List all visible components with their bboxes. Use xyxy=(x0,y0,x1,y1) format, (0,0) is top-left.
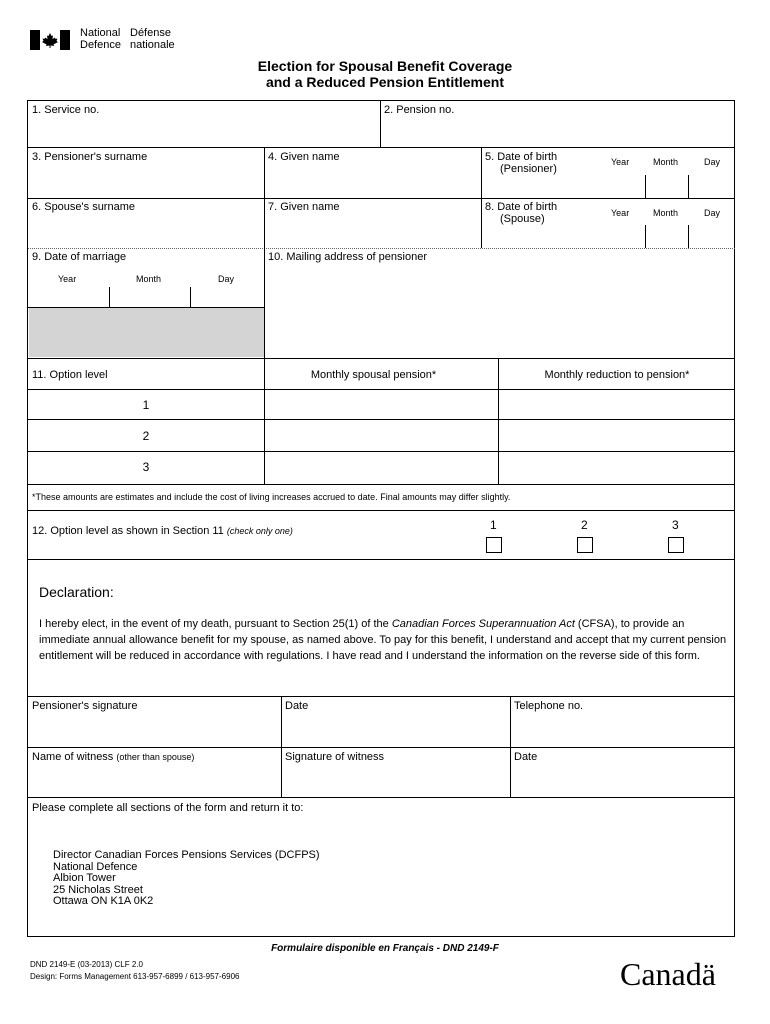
reduction-1-field[interactable] xyxy=(500,391,734,418)
telephone-field[interactable] xyxy=(512,713,734,746)
given-name-field[interactable] xyxy=(266,163,480,197)
given-name-label: 4. Given name xyxy=(268,151,340,163)
section12-label: 12. Option level as shown in Section 11 (check only one) xyxy=(32,525,293,537)
telephone-label: Telephone no. xyxy=(514,700,584,712)
form-title: Election for Spousal Benefit Coverage and a Reduced Pension Entitlement xyxy=(257,58,513,90)
pensioner-surname-label: 3. Pensioner's surname xyxy=(32,151,148,163)
dob-spouse-label: 8. Date of birth xyxy=(485,201,558,213)
spouse-given-name-label: 7. Given name xyxy=(268,201,340,213)
witness-date-field[interactable] xyxy=(512,764,734,796)
date-of-marriage-field[interactable] xyxy=(29,285,263,306)
canada-flag-icon xyxy=(30,30,70,50)
option-2-checkbox[interactable] xyxy=(577,537,593,553)
spouse-given-name-field[interactable] xyxy=(266,213,480,247)
return-address: Director Canadian Forces Pensions Services (DCFPS) National Defence Albion Tower 25 Nicholas Street Ottawa ON K1A 0K2 xyxy=(53,849,320,907)
reduction-3-field[interactable] xyxy=(500,453,734,483)
monthly-reduction-header: Monthly reduction to pension* xyxy=(544,369,690,381)
declaration-text: I hereby elect, in the event of my death, pursuant to Section 25(1) of the Canadian Forces Superannuation Act (CFSA), to provide an immediate annual allowance benefit for my spouse, as named above. To pay for this benefit, I understand and accept that my current pension entitlement will be reduced in accordance with regulations. I have read and I understand the information on the reverse side of this form. xyxy=(39,618,727,662)
pensioner-signature-field[interactable] xyxy=(29,713,280,746)
pension-no-label: 2. Pension no. xyxy=(384,104,455,116)
declaration-heading: Declaration: xyxy=(39,584,114,600)
witness-name-label: Name of witness (other than spouse) xyxy=(32,751,195,763)
spouse-surname-label: 6. Spouse's surname xyxy=(32,201,135,213)
estimate-footnote: *These amounts are estimates and include the cost of living increases accrued to date. Final amounts may differ slightly. xyxy=(32,492,511,502)
dob-spouse-field[interactable] xyxy=(603,221,735,247)
date-field[interactable] xyxy=(283,713,509,746)
pension-no-field[interactable] xyxy=(382,115,734,146)
return-instruction: Please complete all sections of the form and return it to: xyxy=(32,802,304,814)
witness-signature-label: Signature of witness xyxy=(285,751,385,763)
witness-name-field[interactable] xyxy=(29,764,280,796)
option-row-3: 3 xyxy=(142,460,150,474)
pensioner-surname-field[interactable] xyxy=(29,163,263,197)
reduction-2-field[interactable] xyxy=(500,421,734,450)
option-row-2: 2 xyxy=(142,429,150,443)
pensioner-signature-label: Pensioner's signature xyxy=(32,700,138,712)
mailing-address-label: 10. Mailing address of pensioner xyxy=(268,251,427,263)
option-level-header: 11. Option level xyxy=(32,369,108,381)
spousal-pension-3-field[interactable] xyxy=(266,453,497,483)
option-1-checkbox[interactable] xyxy=(486,537,502,553)
french-availability: Formulaire disponible en Français - DND 2149-F xyxy=(271,943,499,954)
form-body: 1. Service no. 2. Pension no. 3. Pensioner's surname 4. Given name 5. Date of birth (Pensioner) Year Month Day 6. Spouse's surname 7. Given name 8. Date of birth (Spouse) Year Month Day 9. Date of marriage Year Month Day 10. Mailing address of pensioner 11. Option level Monthly spousal pension* Monthly reduction to pension* 1 2 3 *These amounts are estimates and include the cost of living increases accrued to date. Final amounts may differ slightly. 12. Option level as shown in Section 11 (check only one) 1 2 3 Declaration: I hereby elect, in the event of my death, pursuant to Section 25(1) of the Canadian Forces Superannuation Act (CFSA), to provide an immediate annual allowance benefit for my spouse, as named above. To pay for this benefit, I understand and accept that my current pension entitlement will be reduced in accordance with regulations. I have read and I understand the information on the reverse side of this form. Pensioner's signature Date Telephone no. Name of witness (other than spouse) Signature of witness Date Please complete all sections of the form and return it to: Director Canadian Forces Pensions Services (DCFPS) National Defence Albion Tower 25 Nicholas Street Ottawa ON K1A 0K2 xyxy=(27,100,735,937)
witness-date-label: Date xyxy=(514,751,538,763)
service-no-field[interactable] xyxy=(29,115,379,146)
department-english: National Defence xyxy=(80,27,121,51)
option-3-checkbox[interactable] xyxy=(668,537,684,553)
spousal-pension-2-field[interactable] xyxy=(266,421,497,450)
department-french: Défense nationale xyxy=(130,27,175,51)
service-no-label: 1. Service no. xyxy=(32,104,100,116)
dob-pensioner-label: 5. Date of birth xyxy=(485,151,558,163)
date-label: Date xyxy=(285,700,309,712)
dob-pensioner-field[interactable] xyxy=(603,171,735,197)
shaded-area xyxy=(29,308,264,357)
canada-wordmark: Canadä xyxy=(620,956,716,992)
spousal-pension-1-field[interactable] xyxy=(266,391,497,418)
monthly-spousal-header: Monthly spousal pension* xyxy=(310,369,437,381)
spouse-surname-field[interactable] xyxy=(29,213,263,247)
date-of-marriage-label: 9. Date of marriage xyxy=(32,251,127,263)
mailing-address-field[interactable] xyxy=(266,265,734,357)
option-row-1: 1 xyxy=(142,398,150,412)
form-info: DND 2149-E (03-2013) CLF 2.0 Design: Forms Management 613-957-6899 / 613-957-6906 xyxy=(30,960,240,981)
witness-signature-field[interactable] xyxy=(283,764,509,796)
